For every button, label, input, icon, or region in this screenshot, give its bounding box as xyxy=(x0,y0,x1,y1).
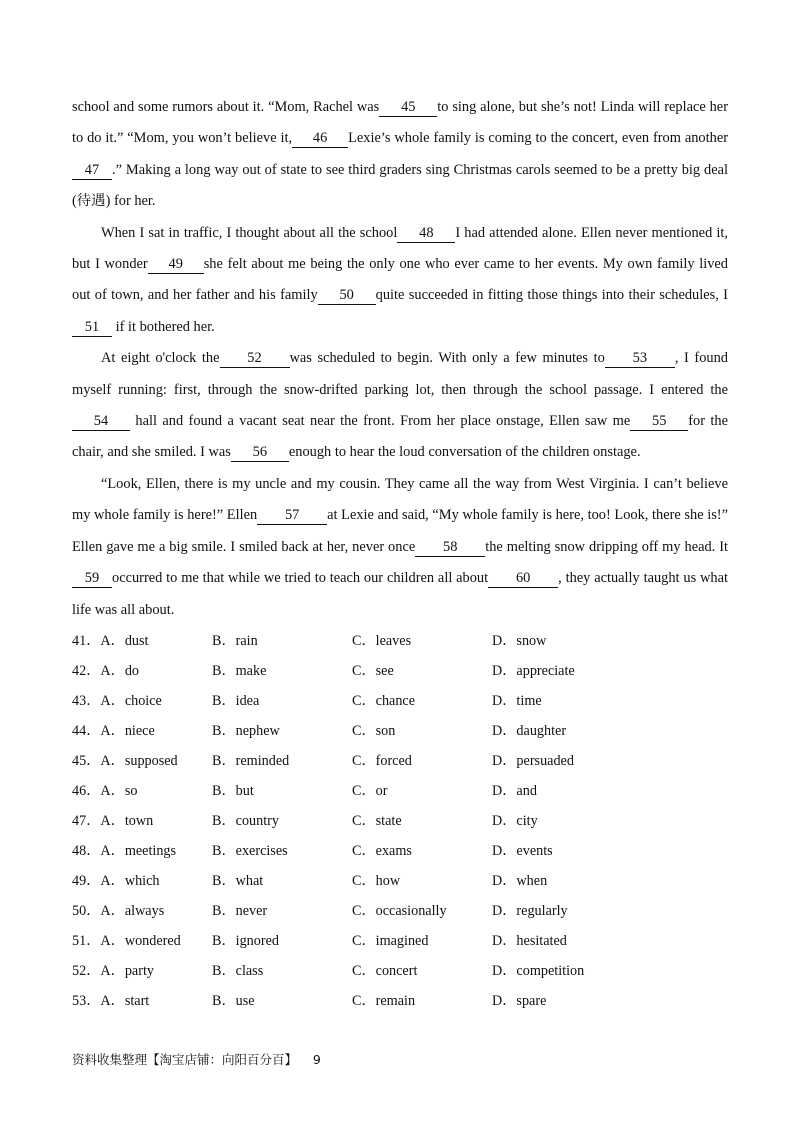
question-row xyxy=(72,866,728,896)
option-a: A．supposed xyxy=(100,753,178,769)
question-row xyxy=(72,896,728,926)
blank-58: 58 xyxy=(415,538,485,557)
blank-45: 45 xyxy=(379,98,437,117)
question-row xyxy=(72,956,728,986)
question-number-and-option-a xyxy=(72,686,162,716)
option-c: C．remain xyxy=(352,993,416,1009)
option-b: B．make xyxy=(212,663,267,679)
question-number: 49． xyxy=(72,873,101,889)
paragraph-3 xyxy=(72,343,728,469)
option-b: B．but xyxy=(212,783,254,799)
option-d: D．daughter xyxy=(492,723,567,739)
question-number-and-option-a xyxy=(72,836,176,866)
option-d: D．persuaded xyxy=(492,753,574,769)
option-c: C．exams xyxy=(352,843,412,859)
option-b: B．never xyxy=(212,903,268,919)
blank-59: 59 xyxy=(72,569,112,588)
option-a: A．always xyxy=(100,903,165,919)
option-d: D．regularly xyxy=(492,903,568,919)
passage-text: I had attended alone. Ellen never mentioned it, but I wonder xyxy=(72,224,728,273)
question-number-and-option-a xyxy=(72,776,137,806)
blank-57: 57 xyxy=(257,506,327,525)
passage-text: at Lexie and said, “My whole family is here, too! Look, there she is!” Ellen gave me a big smile. I smiled back at her, never once xyxy=(72,507,728,555)
passage-text: .” Making a long way out of state to see third graders sing Christmas carols seemed to be a pretty big deal (待遇) for her. xyxy=(72,161,728,210)
question-number: 50． xyxy=(72,903,101,919)
blank-46: 46 xyxy=(292,129,348,148)
question-number: 43． xyxy=(72,693,101,709)
question-number-and-option-a xyxy=(72,656,139,686)
question-number: 48． xyxy=(72,843,101,859)
option-a: A．choice xyxy=(100,693,162,709)
question-number-and-option-a xyxy=(72,746,178,776)
passage-text: , I found myself running: first, through the snow-drifted parking lot, then through the school passage. I entered the xyxy=(72,350,728,398)
question-number: 52． xyxy=(72,963,101,979)
question-row xyxy=(72,716,728,746)
question-row xyxy=(72,926,728,956)
option-d: D．snow xyxy=(492,633,547,649)
question-row xyxy=(72,776,728,806)
paragraph-4 xyxy=(72,469,728,626)
blank-55: 55 xyxy=(630,412,688,431)
question-number-and-option-a xyxy=(72,926,181,956)
passage-text: enough to hear the loud conversation of the children onstage. xyxy=(288,444,641,461)
option-a: A．meetings xyxy=(100,843,177,859)
question-number-and-option-a xyxy=(72,626,148,656)
blank-47: 47 xyxy=(72,161,112,180)
option-a: A．do xyxy=(100,663,140,679)
option-a: A．wondered xyxy=(100,933,181,949)
page-footer xyxy=(72,1050,321,1068)
option-c: C．see xyxy=(352,663,394,679)
option-b: B．ignored xyxy=(212,933,279,949)
question-row xyxy=(72,626,728,656)
option-a: A．start xyxy=(100,993,150,1009)
question-row xyxy=(72,836,728,866)
blank-49: 49 xyxy=(148,255,204,274)
blank-51: 51 xyxy=(72,318,112,337)
question-number: 45． xyxy=(72,753,101,769)
option-b: B．idea xyxy=(212,693,260,709)
blank-50: 50 xyxy=(318,286,376,305)
passage-text: for the chair, and she smiled. I was xyxy=(72,413,729,461)
question-number-and-option-a xyxy=(72,806,153,836)
question-number: 53． xyxy=(72,993,101,1009)
option-b: B．class xyxy=(212,963,264,979)
option-b: B．use xyxy=(212,993,255,1009)
question-number: 51． xyxy=(72,933,101,949)
option-d: D．competition xyxy=(492,963,585,979)
option-b: B．exercises xyxy=(212,843,288,859)
question-number-and-option-a xyxy=(72,896,164,926)
option-d: D．city xyxy=(492,813,538,829)
passage-text: hall and found a vacant seat near the front. From her place onstage, Ellen saw me xyxy=(135,413,631,430)
passage-text: the melting snow dripping off my head. It xyxy=(485,538,728,555)
option-a: A．so xyxy=(100,783,138,799)
passage-text: was scheduled to begin. With only a few minutes to xyxy=(289,350,605,367)
passage-text: she felt about me being the only one who ever came to her events. My own family lived out of town, and her father and his family xyxy=(72,256,728,304)
option-c: C．forced xyxy=(352,753,412,769)
passage-text: At eight o'clock the xyxy=(101,350,220,367)
option-d: D．events xyxy=(492,843,553,859)
option-a: A．party xyxy=(100,963,154,979)
blank-48: 48 xyxy=(397,224,455,243)
option-d: D．hesitated xyxy=(492,933,567,949)
blank-56: 56 xyxy=(231,443,289,462)
option-b: B．reminded xyxy=(212,753,290,769)
footer-source-text: 资料收集整理【淘宝店铺：向阳百分百】 xyxy=(72,1052,298,1067)
question-number-and-option-a xyxy=(72,956,154,986)
question-row xyxy=(72,686,728,716)
question-number: 47． xyxy=(72,813,101,829)
question-row xyxy=(72,806,728,836)
option-c: C．occasionally xyxy=(352,903,447,919)
paragraph-2 xyxy=(72,218,728,344)
passage-text: occurred to me that while we tried to teach our children all about xyxy=(112,570,489,587)
option-d: D．appreciate xyxy=(492,663,575,679)
passage-text: “Look, Ellen, there is my uncle and my cousin. They came all the way from West Virginia. I can’t believe my whole family is here!” Ellen xyxy=(72,475,728,524)
answer-options xyxy=(72,626,728,1016)
blank-53: 53 xyxy=(605,349,675,368)
blank-60: 60 xyxy=(488,569,558,588)
option-c: C．leaves xyxy=(352,633,412,649)
cloze-passage xyxy=(72,92,728,626)
option-c: C．concert xyxy=(352,963,418,979)
question-number-and-option-a xyxy=(72,716,155,746)
question-row xyxy=(72,986,728,1016)
option-c: C．how xyxy=(352,873,401,889)
option-b: B．rain xyxy=(212,633,258,649)
option-c: C．state xyxy=(352,813,402,829)
passage-text: When I sat in traffic, I thought about all the school xyxy=(101,224,398,241)
option-a: A．niece xyxy=(100,723,155,739)
option-d: D．spare xyxy=(492,993,547,1009)
option-c: C．son xyxy=(352,723,396,739)
blank-54: 54 xyxy=(72,412,130,431)
option-d: D．and xyxy=(492,783,537,799)
question-number: 42． xyxy=(72,663,101,679)
question-row xyxy=(72,656,728,686)
blank-52: 52 xyxy=(220,349,290,368)
passage-text: quite succeeded in fitting those things into their schedules, I xyxy=(375,287,728,304)
option-d: D．time xyxy=(492,693,542,709)
option-b: B．country xyxy=(212,813,279,829)
question-number: 46． xyxy=(72,783,101,799)
option-c: C．chance xyxy=(352,693,416,709)
question-row xyxy=(72,746,728,776)
page-number: 9 xyxy=(312,1052,321,1067)
option-c: C．imagined xyxy=(352,933,429,949)
question-number-and-option-a xyxy=(72,866,160,896)
option-b: B．nephew xyxy=(212,723,280,739)
question-number: 44． xyxy=(72,723,101,739)
option-c: C．or xyxy=(352,783,388,799)
option-a: A．dust xyxy=(100,633,149,649)
paragraph-1 xyxy=(72,92,728,218)
question-number-and-option-a xyxy=(72,986,149,1016)
option-a: A．which xyxy=(100,873,160,889)
option-d: D．when xyxy=(492,873,548,889)
question-number: 41． xyxy=(72,633,101,649)
passage-text: Lexie’s whole family is coming to the concert, even from another xyxy=(348,130,728,147)
passage-text: if it bothered her. xyxy=(115,318,215,335)
passage-text: school and some rumors about it. “Mom, Rachel was xyxy=(72,99,380,115)
option-b: B．what xyxy=(212,873,264,889)
passage-text: , they actually taught us what life was all about. xyxy=(72,570,729,618)
option-a: A．town xyxy=(100,813,154,829)
passage-text: to sing alone, but she’s not! Linda will replace her to do it.” “Mom, you won’t believe it, xyxy=(72,99,728,147)
